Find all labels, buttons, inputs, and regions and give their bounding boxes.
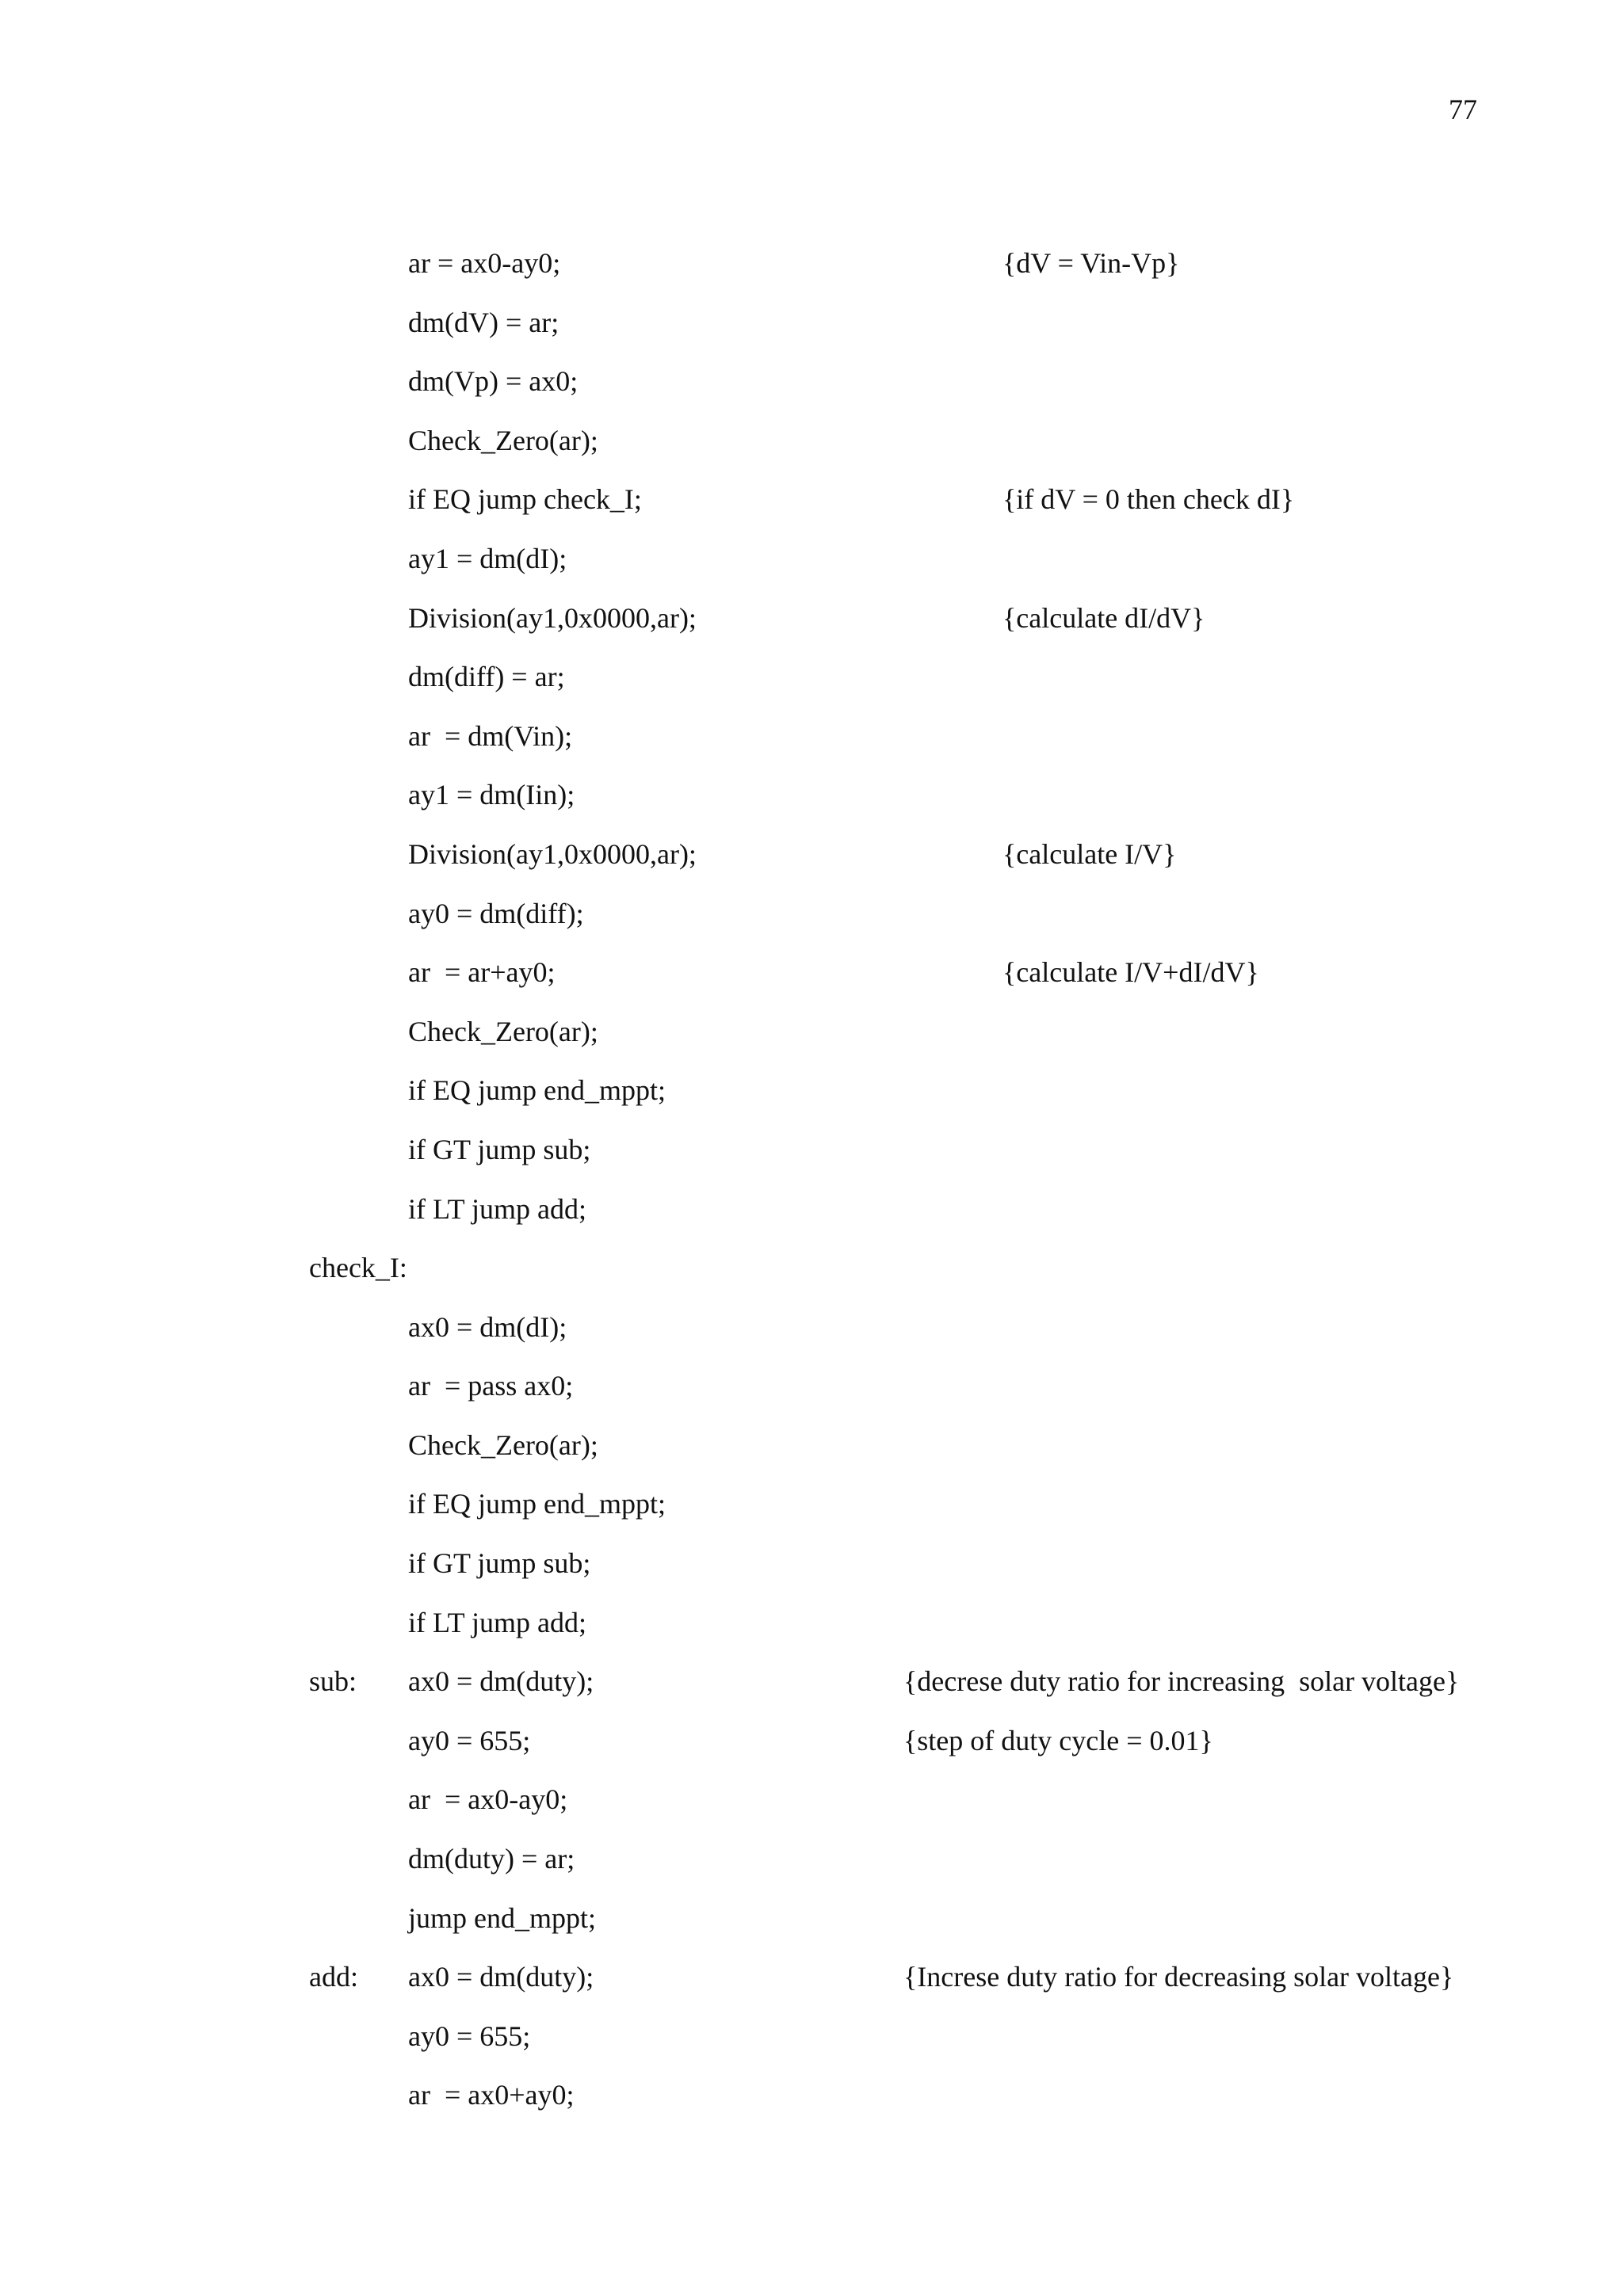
code-line — [0, 365, 1623, 425]
code-line — [0, 602, 1623, 662]
code-line — [0, 1961, 1623, 2020]
code-statement: Check_Zero(ar); — [408, 424, 598, 456]
code-label: add: — [309, 1961, 358, 1993]
code-line — [0, 1607, 1623, 1666]
code-statement: jump end_mppt; — [408, 1901, 596, 1934]
code-statement: dm(dV) = ar; — [408, 306, 559, 338]
code-line — [0, 1665, 1623, 1725]
code-line — [0, 425, 1623, 484]
code-comment: {calculate dI/dV} — [1002, 601, 1205, 634]
code-statement: dm(diff) = ar; — [408, 661, 565, 693]
code-line — [0, 2079, 1623, 2138]
code-statement: ay1 = dm(Iin); — [408, 779, 575, 811]
code-statement: ar = ax0-ay0; — [408, 247, 561, 279]
code-line — [0, 1193, 1623, 1253]
code-statement: if EQ jump check_I; — [408, 483, 642, 516]
code-statement: if LT jump add; — [408, 1192, 586, 1225]
code-statement: if EQ jump end_mppt; — [408, 1074, 666, 1107]
code-line — [0, 1488, 1623, 1547]
code-line — [0, 483, 1623, 543]
code-statement: ar = pass ax0; — [408, 1370, 574, 1402]
page-number: 77 — [1449, 93, 1477, 125]
code-statement: dm(duty) = ar; — [408, 1843, 575, 1875]
code-line — [0, 247, 1623, 307]
code-statement: Division(ay1,0x0000,ar); — [408, 837, 697, 870]
code-label: check_I: — [309, 1252, 407, 1284]
code-line — [0, 1370, 1623, 1429]
code-comment: {decrese duty ratio for increasing solar voltage} — [903, 1665, 1460, 1698]
code-statement: ar = ax0-ay0; — [408, 1783, 568, 1816]
code-statement: ar = ax0+ay0; — [408, 2079, 575, 2111]
code-line — [0, 1783, 1623, 1843]
code-line — [0, 543, 1623, 602]
code-line — [0, 661, 1623, 720]
code-comment: {Increse duty ratio for decreasing solar voltage} — [903, 1961, 1454, 1993]
code-comment: {step of duty cycle = 0.01} — [903, 1724, 1213, 1756]
code-statement: if GT jump sub; — [408, 1133, 591, 1165]
code-line — [0, 1547, 1623, 1607]
code-statement: Check_Zero(ar); — [408, 1015, 598, 1047]
code-line — [0, 1074, 1623, 1134]
code-statement: ax0 = dm(duty); — [408, 1961, 594, 1993]
code-line — [0, 1902, 1623, 1962]
code-line — [0, 1311, 1623, 1371]
code-statement: if LT jump add; — [408, 1606, 586, 1638]
code-line — [0, 956, 1623, 1016]
code-line — [0, 779, 1623, 838]
code-line — [0, 898, 1623, 957]
code-line — [0, 1843, 1623, 1902]
code-line — [0, 1134, 1623, 1193]
code-statement: if EQ jump end_mppt; — [408, 1488, 666, 1520]
code-line — [0, 2020, 1623, 2080]
code-statement: ax0 = dm(duty); — [408, 1665, 594, 1698]
code-statement: ax0 = dm(dI); — [408, 1310, 567, 1343]
code-statement: if GT jump sub; — [408, 1547, 591, 1580]
code-label: sub: — [309, 1665, 357, 1698]
code-statement: ar = ar+ay0; — [408, 956, 556, 989]
code-statement: ar = dm(Vin); — [408, 719, 573, 752]
code-statement: ay1 = dm(dI); — [408, 542, 567, 574]
code-statement: ay0 = 655; — [408, 1724, 531, 1756]
code-comment: {dV = Vin-Vp} — [1002, 247, 1180, 279]
code-statement: dm(Vp) = ax0; — [408, 365, 579, 398]
code-line — [0, 1725, 1623, 1784]
code-comment: {calculate I/V+dI/dV} — [1002, 956, 1259, 989]
code-comment: {if dV = 0 then check dI} — [1002, 483, 1295, 516]
code-statement: ay0 = 655; — [408, 2019, 531, 2052]
code-statement: Check_Zero(ar); — [408, 1428, 598, 1461]
code-listing — [0, 247, 1623, 2138]
code-line — [0, 838, 1623, 898]
code-line — [0, 720, 1623, 780]
code-line — [0, 1429, 1623, 1489]
code-statement: Division(ay1,0x0000,ar); — [408, 601, 697, 634]
code-line — [0, 307, 1623, 366]
code-comment: {calculate I/V} — [1002, 837, 1177, 870]
code-statement: ay0 = dm(diff); — [408, 897, 584, 929]
code-line — [0, 1016, 1623, 1075]
code-line — [0, 1252, 1623, 1311]
